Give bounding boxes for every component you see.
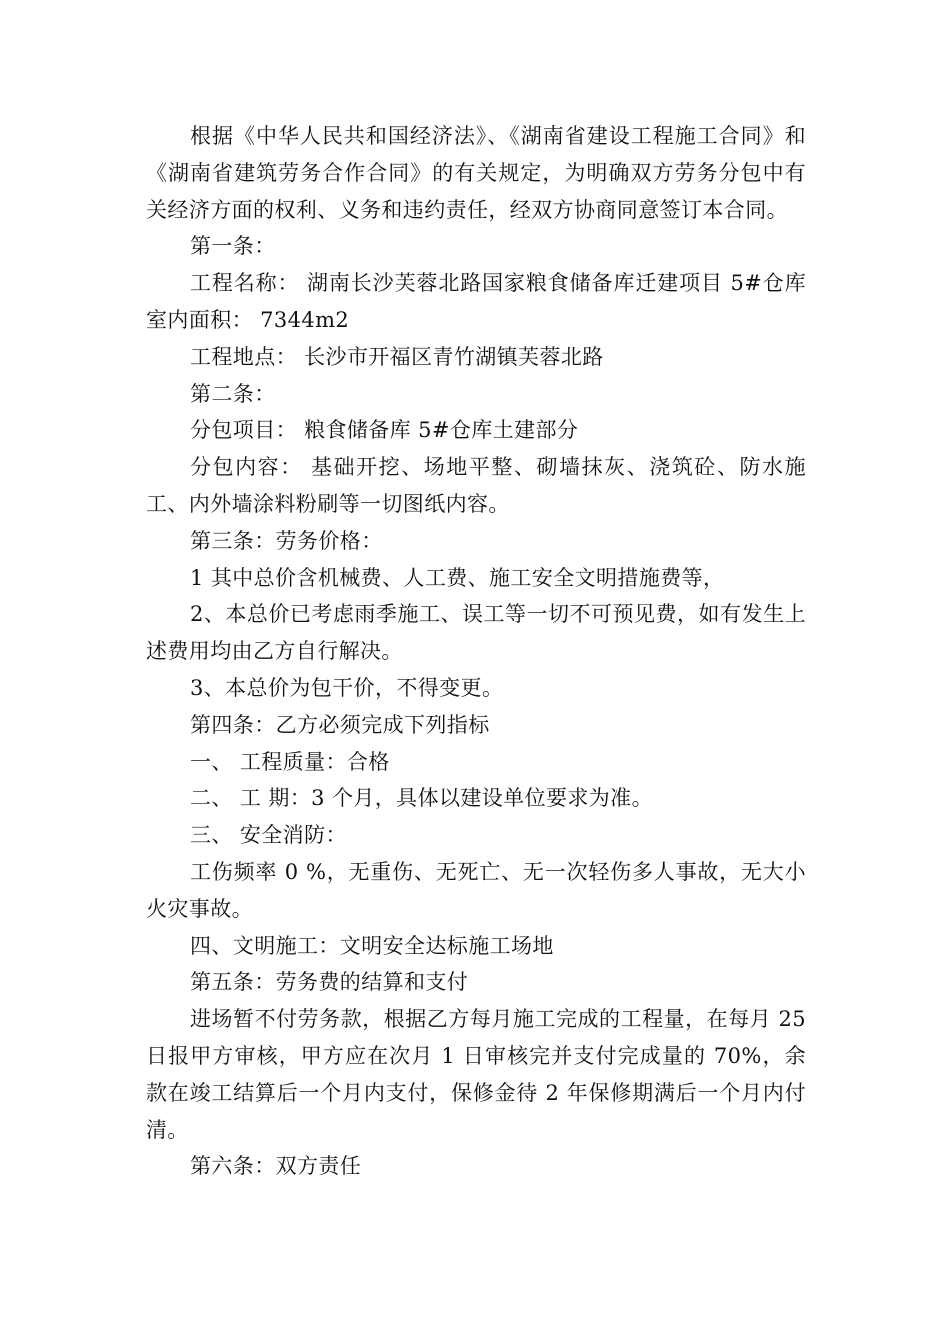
article-3-heading: 第三条：劳务价格： — [190, 528, 383, 553]
article-6-heading: 第六条：双方责任 — [190, 1154, 362, 1179]
article-2-heading: 第二条： — [190, 381, 276, 406]
subcontract-item: 分包项目： 粮食储备库 5#仓库土建部分 — [190, 418, 579, 443]
project-name: 工程名称： 湖南长沙芙蓉北路国家粮食储备库迁建项目 5#仓库室内面积： 7344m2 — [146, 271, 806, 332]
article-5-heading: 第五条：劳务费的结算和支付 — [190, 970, 469, 995]
payment-terms: 进场暂不付劳务款，根据乙方每月施工完成的工程量，在每月 25 日报甲方审核，甲方应在次月 1 日审核完并支付完成量的 70%，余款在竣工结算后一个月内支付，保修金待 2 年保修期满后一个月内付清。 — [146, 1007, 806, 1142]
price-clause-2: 2、本总价已考虑雨季施工、误工等一切不可预见费，如有发生上述费用均由乙方自行解决。 — [146, 602, 806, 664]
intro-paragraph: 根据《中华人民共和国经济法》、《湖南省建设工程施工合同》和《湖南省建筑劳务合作合同》的有关规定，为明确双方劳务分包中有关经济方面的权利、义务和违约责任，经双方协商同意签订本合同。 — [146, 124, 806, 222]
article-4-heading: 第四条：乙方必须完成下列指标 — [190, 712, 490, 737]
safety-target: 工伤频率 0 %，无重伤、无死亡、无一次轻伤多人事故，无大小火灾事故。 — [146, 859, 806, 921]
price-clause-1: 1 其中总价含机械费、人工费、施工安全文明措施费等， — [190, 565, 725, 590]
project-location: 工程地点： 长沙市开福区青竹湖镇芙蓉北路 — [190, 344, 604, 369]
civilized-construction: 四、文明施工：文明安全达标施工场地 — [190, 933, 554, 958]
article-1-heading: 第一条： — [190, 234, 276, 259]
safety-heading: 三、 安全消防： — [190, 823, 347, 848]
quality-target: 一、 工程质量：合格 — [190, 749, 390, 774]
subcontract-content: 分包内容： 基础开挖、场地平整、砌墙抹灰、浇筑砼、防水施工、内外墙涂料粉刷等一切图纸内容。 — [146, 455, 806, 516]
schedule-target: 二、 工 期：3 个月，具体以建设单位要求为准。 — [190, 786, 653, 811]
contract-page — [146, 118, 806, 1185]
price-clause-3: 3、本总价为包干价，不得变更。 — [190, 675, 504, 700]
